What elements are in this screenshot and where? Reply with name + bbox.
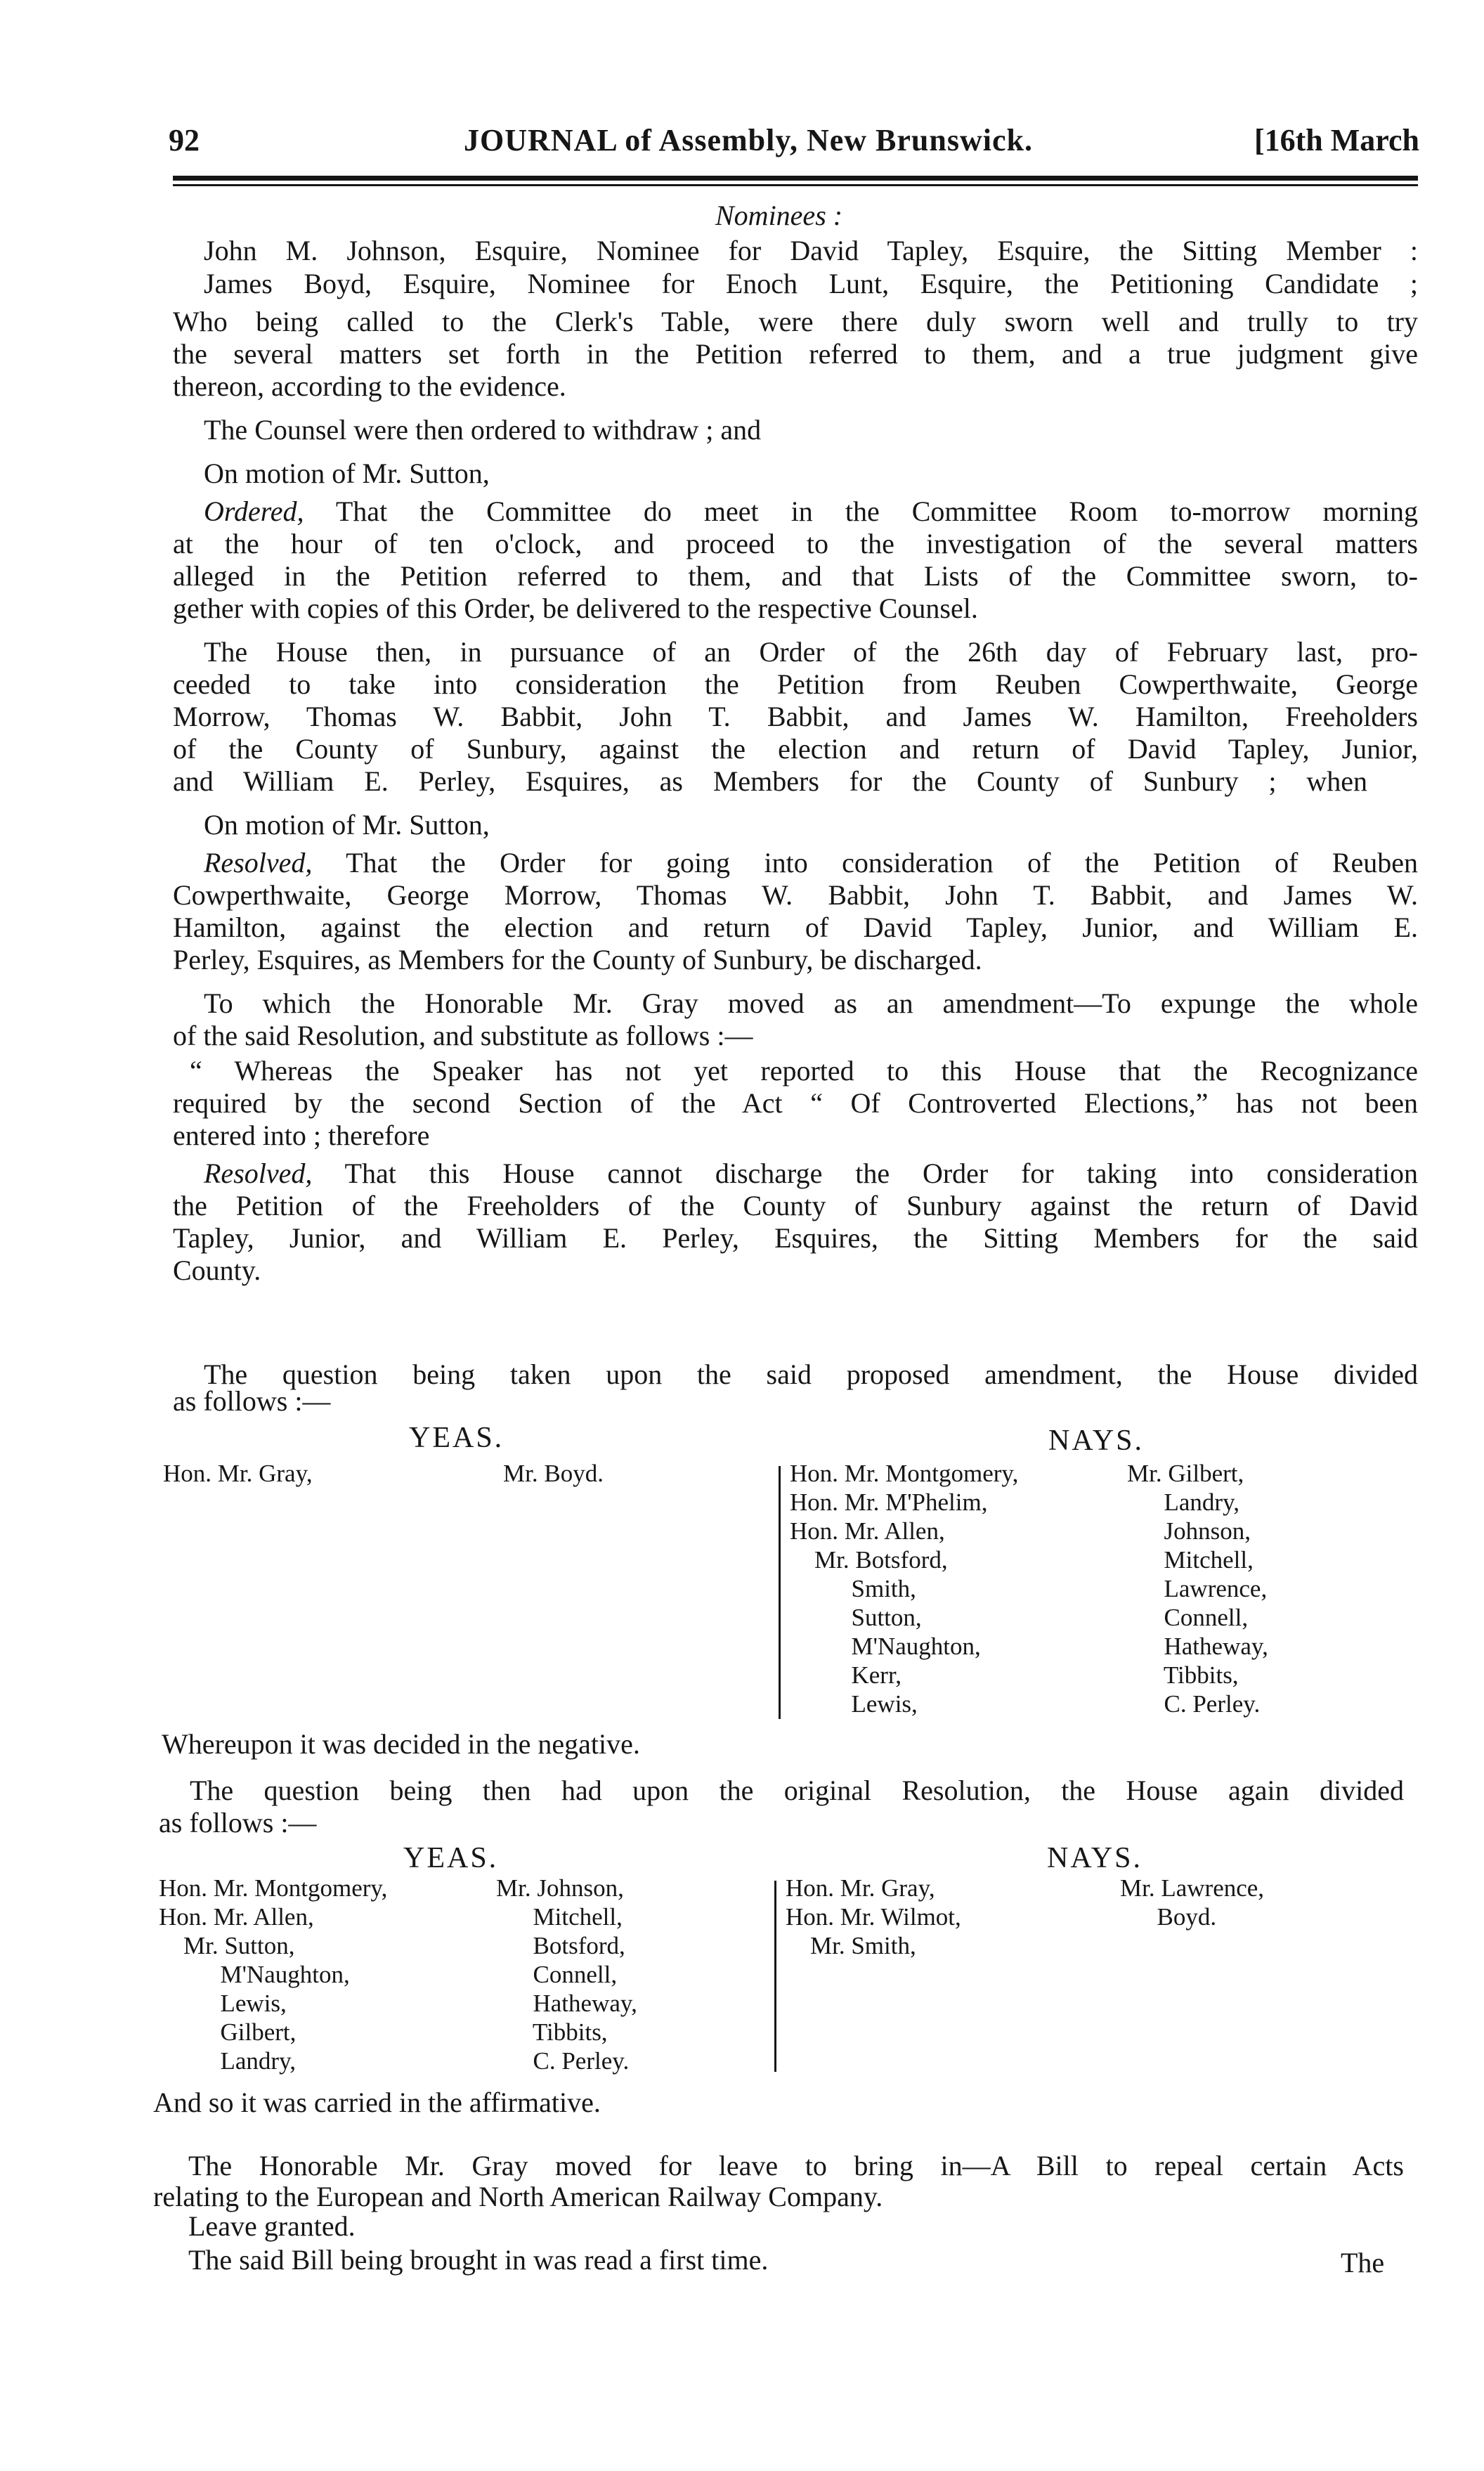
whereas-line2: required by the second Section of the Act “ Of Controverted Elections,” has not been bbox=[173, 1087, 1418, 1119]
ordered-line1: Ordered, That the Committee do meet in the Committee Room to-morrow morning bbox=[204, 495, 1418, 527]
decided-negative: Whereupon it was decided in the negative. bbox=[162, 1728, 640, 1760]
division1-separator bbox=[779, 1466, 781, 1719]
question1-line1: The question being taken upon the said proposed amendment, the House divided bbox=[204, 1358, 1418, 1390]
division2-nays-col2: Mr. Lawrence, Boyd. bbox=[1120, 1874, 1265, 1931]
amendment-line1: To which the Honorable Mr. Gray moved as an amendment—To expunge the whole bbox=[204, 987, 1418, 1019]
para1-line3: thereon, according to the evidence. bbox=[173, 370, 566, 402]
division2-yeas-col2: Mr. Johnson, Mitchell, Botsford, Connell, Hatheway, Tibbits, C. Perley. bbox=[496, 1874, 637, 2075]
division1-nays-col1: Hon. Mr. Montgomery, Hon. Mr. M'Phelim, Hon. Mr. Allen, Mr. Botsford, Smith, Sutton, M'Naughton, Kerr, Lewis, bbox=[790, 1460, 1019, 1718]
leave-granted: Leave granted. bbox=[188, 2210, 356, 2242]
division1-nays-heading: NAYS. bbox=[1048, 1425, 1144, 1457]
para2-line4: of the County of Sunbury, against the election and return of David Tapley, Junior, bbox=[173, 733, 1418, 765]
page-header bbox=[162, 118, 1419, 163]
division2-nays-col1: Hon. Mr. Gray, Hon. Mr. Wilmot, Mr. Smith, bbox=[786, 1874, 961, 1959]
para1-line1: Who being called to the Clerk's Table, were there duly sworn well and trully to try bbox=[173, 306, 1418, 337]
header-rule-thin bbox=[173, 184, 1418, 186]
running-title: JOURNAL of Assembly, New Brunswick. bbox=[464, 123, 1033, 157]
para2-line1: The House then, in pursuance of an Order of the 26th day of February last, pro- bbox=[204, 636, 1418, 668]
question2-line1: The question being then had upon the original Resolution, the House again divided bbox=[190, 1775, 1404, 1806]
para2-line2: ceeded to take into consideration the Petition from Reuben Cowperthwaite, George bbox=[173, 668, 1418, 700]
catchword: The bbox=[1341, 2247, 1385, 2278]
ordered-line2: at the hour of ten o'clock, and proceed to the investigation of the several matters bbox=[173, 528, 1418, 559]
bill-line2: relating to the European and North American Railway Company. bbox=[153, 2181, 883, 2212]
division1-yeas-col2: Mr. Boyd. bbox=[503, 1460, 604, 1487]
nominee-boyd: James Boyd, Esquire, Nominee for Enoch Lunt, Esquire, the Petitioning Candidate ; bbox=[204, 268, 1418, 299]
para2-line5: and William E. Perley, Esquires, as Members for the County of Sunbury ; when bbox=[173, 765, 1367, 797]
bill-line1: The Honorable Mr. Gray moved for leave to bring in—A Bill to repeal certain Acts bbox=[188, 2150, 1404, 2181]
resolved2-line3: Tapley, Junior, and William E. Perley, Esquires, the Sitting Members for the said bbox=[173, 1222, 1418, 1254]
question1-line2: as follows :— bbox=[173, 1385, 331, 1417]
division1-nays-col2: Mr. Gilbert, Landry, Johnson, Mitchell, Lawrence, Connell, Hatheway, Tibbits, C. Perley. bbox=[1127, 1460, 1268, 1718]
ordered-line3: alleged in the Petition referred to them, and that Lists of the Committee sworn, to- bbox=[173, 560, 1418, 592]
first-reading: The said Bill being brought in was read a first time. bbox=[188, 2244, 769, 2276]
header-rule-thick bbox=[173, 176, 1418, 181]
resolved2-line1: Resolved, That this House cannot discharge the Order for taking into consideration bbox=[204, 1157, 1418, 1189]
division2-separator bbox=[774, 1881, 776, 2072]
division1-yeas-col1: Hon. Mr. Gray, bbox=[163, 1460, 313, 1487]
running-date: [16th March bbox=[1254, 123, 1419, 157]
resolved2-line4: County. bbox=[173, 1254, 261, 1286]
resolved1-line1: Resolved, That the Order for going into consideration of the Petition of Reuben bbox=[204, 847, 1418, 878]
motion-sutton-2: On motion of Mr. Sutton, bbox=[204, 809, 490, 841]
division2-nays-heading: NAYS. bbox=[1047, 1842, 1143, 1874]
division2-yeas-heading: YEAS. bbox=[403, 1842, 499, 1874]
counsel-withdraw: The Counsel were then ordered to withdraw ; and bbox=[204, 414, 762, 446]
motion-sutton-1: On motion of Mr. Sutton, bbox=[204, 458, 490, 489]
page-number: 92 bbox=[169, 123, 200, 157]
resolved1-line3: Hamilton, against the election and return of David Tapley, Junior, and William E. bbox=[173, 912, 1418, 943]
nominees-heading: Nominees : bbox=[715, 200, 843, 231]
whereas-line3: entered into ; therefore bbox=[173, 1120, 430, 1151]
resolved1-line2: Cowperthwaite, George Morrow, Thomas W. Babbit, John T. Babbit, and James W. bbox=[173, 879, 1418, 911]
resolved2-line2: the Petition of the Freeholders of the County of Sunbury against the return of David bbox=[173, 1190, 1418, 1221]
division2-yeas-col1: Hon. Mr. Montgomery, Hon. Mr. Allen, Mr. Sutton, M'Naughton, Lewis, Gilbert, Landry, bbox=[159, 1874, 388, 2075]
resolved1-line4: Perley, Esquires, as Members for the County of Sunbury, be discharged. bbox=[173, 944, 982, 975]
para1-line2: the several matters set forth in the Petition referred to them, and a true judgment give bbox=[173, 338, 1418, 370]
division1-yeas-heading: YEAS. bbox=[409, 1422, 505, 1454]
nominee-johnson: John M. Johnson, Esquire, Nominee for David Tapley, Esquire, the Sitting Member : bbox=[204, 235, 1418, 266]
amendment-line2: of the said Resolution, and substitute as follows :— bbox=[173, 1020, 753, 1051]
para2-line3: Morrow, Thomas W. Babbit, John T. Babbit, and James W. Hamilton, Freeholders bbox=[173, 701, 1418, 732]
carried-affirmative: And so it was carried in the affirmative. bbox=[153, 2087, 601, 2118]
whereas-line1: “ Whereas the Speaker has not yet reported to this House that the Recognizance bbox=[190, 1055, 1418, 1087]
question2-line2: as follows :— bbox=[159, 1807, 317, 1838]
ordered-line4: gether with copies of this Order, be delivered to the respective Counsel. bbox=[173, 592, 978, 624]
